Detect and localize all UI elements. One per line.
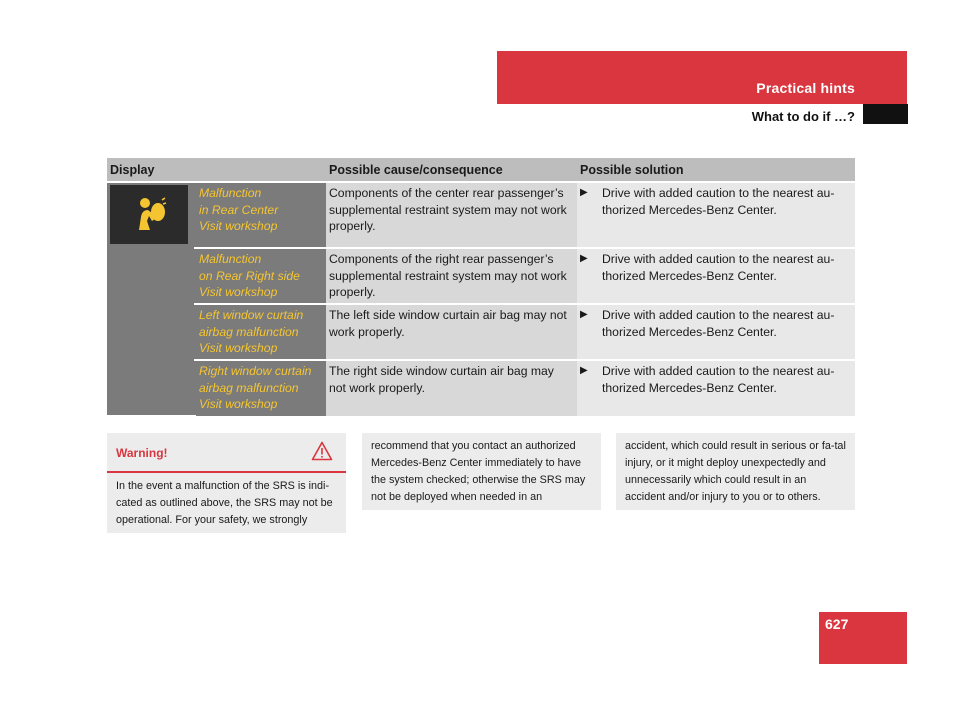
page-number-box — [819, 612, 907, 664]
section-title: Practical hints — [756, 80, 855, 96]
solution-cell — [577, 360, 855, 416]
solution-text: Drive with added caution to the nearest au-thorized Mercedes-Benz Center. — [602, 252, 835, 283]
display-message — [195, 248, 326, 304]
cause-cell: Components of the center rear passenger’s supplemental restraint system may not work properly. — [326, 182, 577, 248]
warning-text-3: accident, which could result in serious or fa-tal injury, or it might deploy unexpectedly and unnecessarily which could result in an accident and/or injury to you or to others. — [625, 440, 846, 503]
warning-label: Warning! — [116, 446, 168, 460]
solution-cell — [577, 304, 855, 360]
subsection-title: What to do if …? — [751, 109, 855, 124]
warning-text-1: In the event a malfunction of the SRS is indi-cated as outlined above, the SRS may not be operational. For your safety, we strongly — [116, 480, 333, 526]
warning-column-3 — [616, 433, 855, 510]
message-line: in Rear Center — [199, 202, 279, 217]
message-line: Malfunction — [199, 186, 262, 200]
solution-cell — [577, 182, 855, 248]
table-row — [107, 304, 855, 360]
table-row — [107, 182, 855, 248]
bullet-arrow-icon: ▶ — [580, 309, 588, 320]
cause-cell: Components of the right rear passenger’s supplemental restraint system may not work properly. — [326, 248, 577, 304]
bullet-arrow-icon: ▶ — [580, 253, 588, 264]
bullet-arrow-icon: ▶ — [580, 187, 588, 198]
header-display: Display — [107, 158, 326, 182]
message-line: airbag malfunction — [199, 380, 299, 395]
display-message — [195, 360, 326, 416]
message-line: Malfunction — [199, 252, 262, 266]
solution-text: Drive with added caution to the nearest au-thorized Mercedes-Benz Center. — [602, 186, 835, 217]
header-band — [497, 51, 907, 104]
message-line: Visit workshop — [199, 285, 278, 300]
airbag-warning-icon — [110, 185, 188, 244]
cause-cell: The left side window curtain air bag may not work properly. — [326, 304, 577, 360]
display-messages-table — [107, 158, 855, 417]
message-line: Visit workshop — [199, 219, 278, 234]
warning-triangle-icon — [311, 441, 333, 467]
bullet-arrow-icon: ▶ — [580, 365, 588, 376]
warning-header — [107, 433, 346, 473]
solution-text: Drive with added caution to the nearest au-thorized Mercedes-Benz Center. — [602, 364, 835, 395]
message-line: Left window curtain — [199, 308, 304, 322]
header-solution: Possible solution — [577, 158, 855, 182]
header-marker — [863, 104, 908, 124]
message-line: Right window curtain — [199, 364, 312, 378]
table-header-row — [107, 158, 855, 182]
table-row — [107, 248, 855, 304]
display-message — [195, 304, 326, 360]
warning-text-2: recommend that you contact an authorized Mercedes-Benz Center immediately to have the system checked; otherwise the SRS may not be deployed when needed in an — [371, 440, 586, 503]
message-line: Visit workshop — [199, 397, 278, 412]
header-cause: Possible cause/consequence — [326, 158, 577, 182]
table-row — [107, 360, 855, 416]
warning-column-2 — [362, 433, 601, 510]
solution-cell — [577, 248, 855, 304]
message-line: on Rear Right side — [199, 268, 300, 283]
display-message — [195, 182, 326, 248]
display-icon-cell — [107, 182, 195, 416]
message-line: Visit workshop — [199, 341, 278, 356]
solution-text: Drive with added caution to the nearest au-thorized Mercedes-Benz Center. — [602, 308, 835, 339]
cause-cell: The right side window curtain air bag may not work properly. — [326, 360, 577, 416]
message-line: airbag malfunction — [199, 324, 299, 339]
warning-box — [107, 433, 346, 533]
page-number: 627 — [825, 616, 849, 632]
